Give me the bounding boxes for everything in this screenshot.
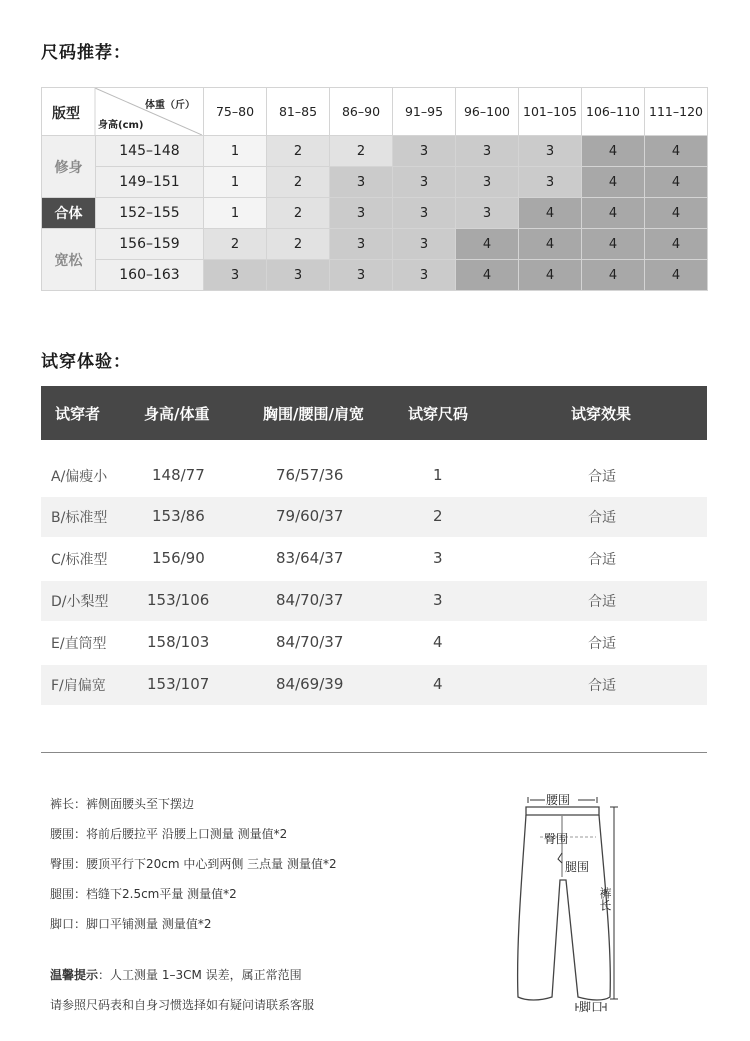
size-cell: 2 xyxy=(267,136,330,167)
size-cell: 4 xyxy=(582,198,645,229)
fit-label-slim: 修身 xyxy=(42,136,96,198)
fit-label-loose: 宽松 xyxy=(42,229,96,291)
corner-type-label: 版型 xyxy=(52,106,80,122)
tester-measurements: 84/70/37 xyxy=(276,591,344,609)
height-range: 145–148 xyxy=(96,136,204,167)
tryon-row xyxy=(41,581,707,621)
tester-size: 1 xyxy=(433,466,443,484)
size-cell: 4 xyxy=(645,260,708,291)
size-cell: 4 xyxy=(645,198,708,229)
tester-height-weight: 158/103 xyxy=(147,633,210,651)
size-cell: 3 xyxy=(330,260,393,291)
tryon-row xyxy=(41,539,707,579)
size-cell: 4 xyxy=(519,198,582,229)
tryon-row xyxy=(41,456,707,496)
tester-measurements: 84/70/37 xyxy=(276,633,344,651)
tryon-header-result: 试穿效果 xyxy=(571,405,632,423)
height-range: 152–155 xyxy=(96,198,204,229)
tip-label: 温馨提示 xyxy=(50,968,99,982)
section-divider xyxy=(41,752,707,753)
size-row xyxy=(42,198,708,229)
tryon-section-title: 试穿体验： xyxy=(41,352,131,372)
size-cell: 2 xyxy=(267,198,330,229)
size-cell: 3 xyxy=(519,136,582,167)
tester-name: B/标准型 xyxy=(51,510,108,526)
size-cell: 3 xyxy=(456,167,519,198)
size-cell: 1 xyxy=(204,198,267,229)
size-cell: 3 xyxy=(330,229,393,260)
tester-height-weight: 148/77 xyxy=(152,466,205,484)
corner-weight-label: 体重（斤） xyxy=(145,100,195,111)
tester-measurements: 84/69/39 xyxy=(276,675,344,693)
tryon-row xyxy=(41,665,707,705)
tester-size: 3 xyxy=(433,549,443,567)
weight-range-header: 91–95 xyxy=(393,88,456,136)
pants-waistband xyxy=(526,807,599,815)
size-cell: 3 xyxy=(393,229,456,260)
tester-height-weight: 156/90 xyxy=(152,549,205,567)
tester-name: F/肩偏宽 xyxy=(51,678,106,694)
tester-size: 3 xyxy=(433,591,443,609)
weight-range-header: 106–110 xyxy=(582,88,645,136)
tryon-row xyxy=(41,623,707,663)
height-range: 156–159 xyxy=(96,229,204,260)
size-cell: 3 xyxy=(204,260,267,291)
size-cell: 4 xyxy=(582,167,645,198)
tester-height-weight: 153/106 xyxy=(147,591,210,609)
tryon-table-header xyxy=(41,386,707,440)
size-cell: 1 xyxy=(204,167,267,198)
size-cell: 3 xyxy=(267,260,330,291)
tryon-header-measurements: 胸围/腰围/肩宽 xyxy=(263,405,364,423)
size-cell: 3 xyxy=(393,167,456,198)
note-hem: 脚口：脚口平铺测量 测量值*2 xyxy=(50,917,212,931)
diagram-label-hem: 脚口 xyxy=(579,1000,604,1014)
diagram-label-length: 裤长 xyxy=(598,887,612,911)
note-tip xyxy=(50,966,302,983)
size-cell: 4 xyxy=(582,260,645,291)
tester-size: 4 xyxy=(433,633,443,651)
corner-height-label: 身高(cm) xyxy=(98,120,144,131)
tester-height-weight: 153/86 xyxy=(152,507,205,525)
diagram-label-thigh: 腿围 xyxy=(565,860,590,874)
note-waist: 腰围：将前后腰拉平 沿腰上口测量 测量值*2 xyxy=(50,827,288,841)
size-row xyxy=(42,229,708,260)
size-cell: 2 xyxy=(204,229,267,260)
tester-name: A/偏瘦小 xyxy=(51,469,108,485)
tester-measurements: 83/64/37 xyxy=(276,549,344,567)
tester-name: D/小梨型 xyxy=(51,594,109,610)
size-cell: 4 xyxy=(456,229,519,260)
size-cell: 3 xyxy=(393,136,456,167)
tester-result: 合适 xyxy=(588,594,616,610)
size-cell: 2 xyxy=(267,229,330,260)
size-cell: 2 xyxy=(330,136,393,167)
tester-name: E/直筒型 xyxy=(51,636,107,652)
tryon-header-height-weight: 身高/体重 xyxy=(144,405,210,423)
size-row xyxy=(42,167,708,198)
tester-result: 合适 xyxy=(588,678,616,694)
tester-result: 合适 xyxy=(588,552,616,568)
note-pants-length: 裤长：裤侧面腰头至下摆边 xyxy=(50,797,195,811)
weight-range-header: 96–100 xyxy=(456,88,519,136)
note-thigh: 腿围：档缝下2.5cm平量 测量值*2 xyxy=(50,887,237,901)
weight-range-header: 81–85 xyxy=(267,88,330,136)
size-row xyxy=(42,136,708,167)
tester-measurements: 76/57/36 xyxy=(276,466,344,484)
size-cell: 4 xyxy=(519,229,582,260)
size-cell: 4 xyxy=(645,136,708,167)
height-range: 160–163 xyxy=(96,260,204,291)
tryon-header-tester: 试穿者 xyxy=(55,405,101,423)
size-cell: 4 xyxy=(582,136,645,167)
tester-result: 合适 xyxy=(588,469,616,485)
size-cell: 4 xyxy=(456,260,519,291)
size-cell: 3 xyxy=(330,167,393,198)
diagram-label-hip: 臀围 xyxy=(544,832,569,846)
size-table-header xyxy=(42,88,708,136)
size-cell: 3 xyxy=(456,136,519,167)
size-table-corner xyxy=(42,88,204,136)
size-cell: 4 xyxy=(582,229,645,260)
tester-result: 合适 xyxy=(588,510,616,526)
tester-size: 4 xyxy=(433,675,443,693)
pants-measurement-diagram xyxy=(500,785,650,1025)
tester-height-weight: 153/107 xyxy=(147,675,210,693)
fit-label-regular: 合体 xyxy=(42,198,96,229)
size-row xyxy=(42,260,708,291)
diagram-label-waist: 腰围 xyxy=(546,793,571,807)
height-range: 149–151 xyxy=(96,167,204,198)
tryon-header-size: 试穿尺码 xyxy=(408,405,469,423)
tryon-row xyxy=(41,497,707,537)
size-recommendation-table xyxy=(41,87,708,291)
weight-range-header: 111–120 xyxy=(645,88,708,136)
note-hip: 臀围：腰顶平行下20cm 中心到两侧 三点量 测量值*2 xyxy=(50,857,337,871)
size-section-title: 尺码推荐： xyxy=(41,43,131,63)
size-cell: 2 xyxy=(267,167,330,198)
weight-range-header: 101–105 xyxy=(519,88,582,136)
tip-text: ：人工测量 1–3CM 误差，属正常范围 xyxy=(98,968,302,982)
tester-size: 2 xyxy=(433,507,443,525)
size-cell: 3 xyxy=(393,198,456,229)
size-cell: 3 xyxy=(393,260,456,291)
size-cell: 3 xyxy=(330,198,393,229)
size-cell: 3 xyxy=(519,167,582,198)
weight-range-header: 75–80 xyxy=(204,88,267,136)
size-cell: 4 xyxy=(645,167,708,198)
weight-range-header: 86–90 xyxy=(330,88,393,136)
tester-name: C/标准型 xyxy=(51,552,108,568)
size-cell: 1 xyxy=(204,136,267,167)
tester-measurements: 79/60/37 xyxy=(276,507,344,525)
size-cell: 3 xyxy=(456,198,519,229)
tester-result: 合适 xyxy=(588,636,616,652)
size-cell: 4 xyxy=(645,229,708,260)
note-advice: 请参照尺码表和自身习惯选择如有疑问请联系客服 xyxy=(50,998,315,1012)
size-cell: 4 xyxy=(519,260,582,291)
